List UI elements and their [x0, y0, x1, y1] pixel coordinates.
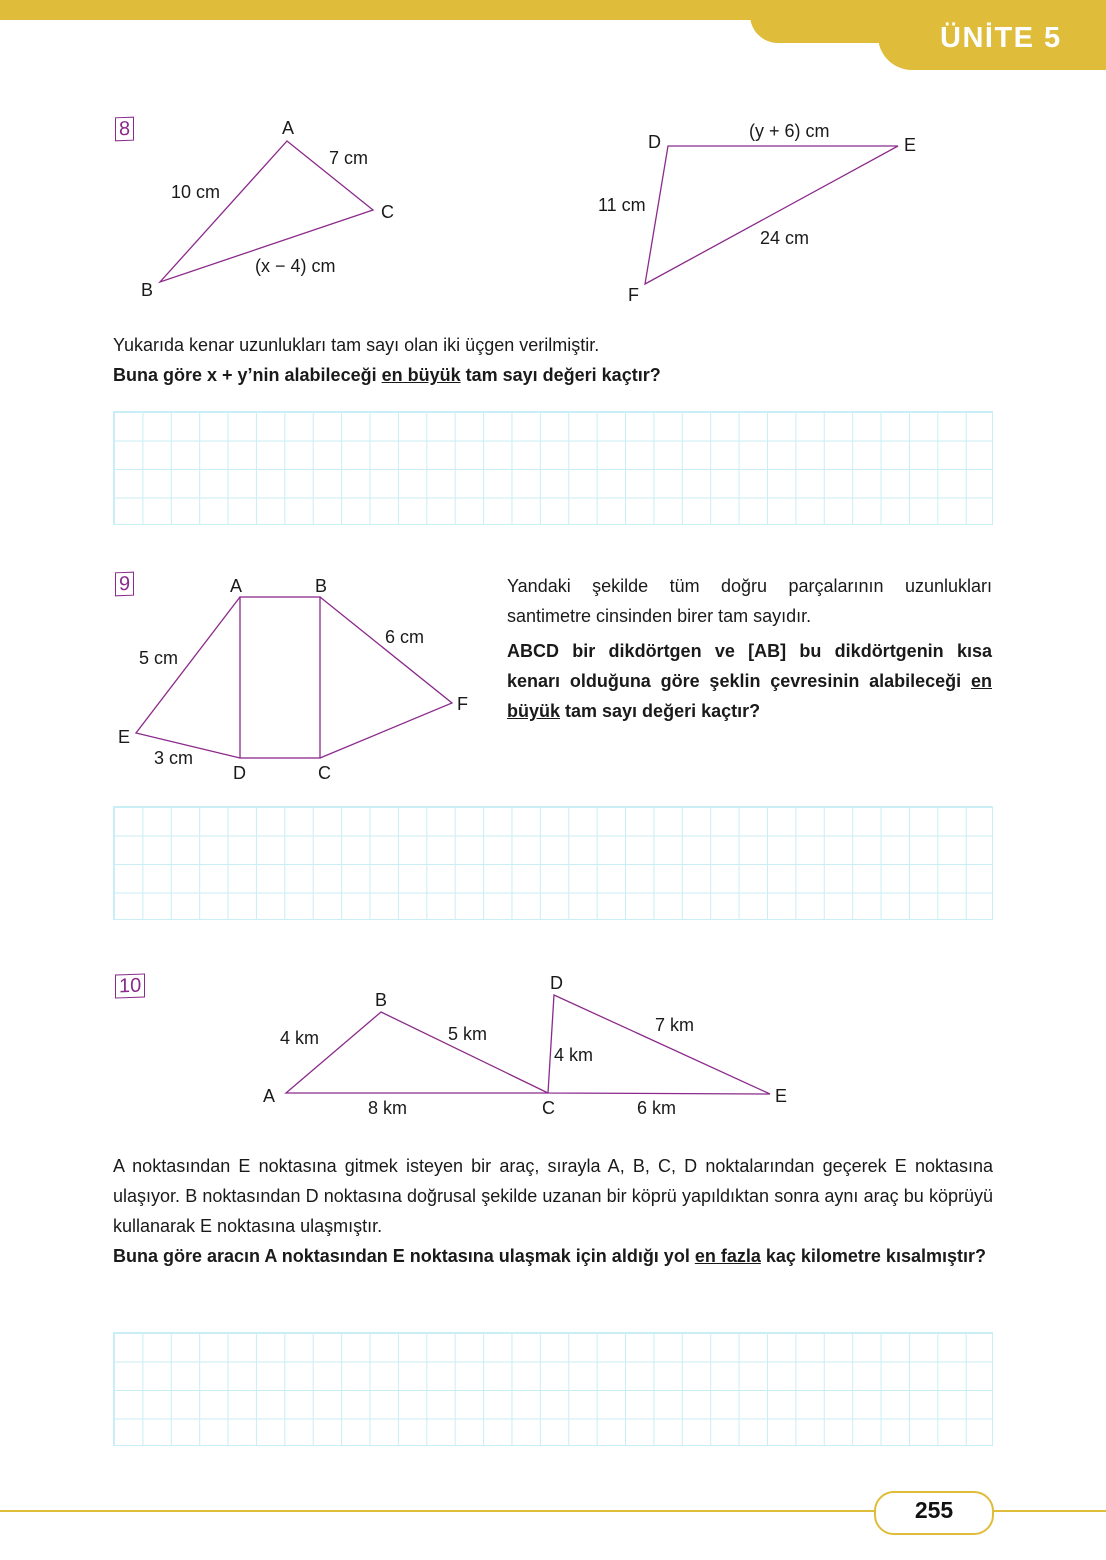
side-cd-label: 4 km	[554, 1045, 594, 1065]
vertex-b: B	[375, 990, 388, 1010]
side-de-label: (y + 6) cm	[749, 121, 830, 141]
side-df-label: 11 cm	[598, 195, 646, 215]
q10-question-emphasis: en fazla	[694, 1246, 761, 1266]
q10-question-pre: Buna göre aracın A noktasından E noktasına ulaşmak için aldığı yol	[113, 1246, 695, 1266]
side-ab-label: 4 km	[280, 1028, 320, 1048]
q10-question	[113, 1241, 993, 1271]
q10-text: A noktasından E noktasına gitmek isteyen bir araç, sırayla A, B, C, D noktalarından geçerek E noktasına ulaşıyor. B noktasından D noktasına doğrusal şekilde uzanan bir köprü yapıldıktan sonra aynı araç bu köprüyü kullanarak E noktasına ulaşmıştır.	[113, 1156, 993, 1236]
side-ce-label: 6 km	[637, 1098, 677, 1118]
q10-figure	[0, 960, 1106, 1130]
q9-question-main: ABCD bir dikdörtgen ve [AB] bu dikdörtgenin kısa kenarı olduğuna göre şeklin çevresinin alabileceği	[507, 641, 992, 691]
vertex-c: C	[542, 1098, 555, 1118]
vertex-b: B	[315, 576, 328, 596]
q8-answer-grid[interactable]	[113, 411, 993, 525]
q8-question	[113, 360, 993, 390]
vertex-a: A	[230, 576, 243, 596]
vertex-d: D	[550, 973, 563, 993]
side-ac-label: 7 cm	[329, 148, 369, 168]
vertex-d: D	[648, 132, 661, 152]
side-ed-label: 3 cm	[154, 748, 194, 768]
q10-answer-grid[interactable]	[113, 1332, 993, 1446]
vertex-c: C	[318, 763, 331, 783]
side-de-label: 7 km	[655, 1015, 695, 1035]
q8-text: Yukarıda kenar uzunlukları tam sayı olan iki üçgen verilmiştir.	[113, 335, 600, 355]
vertex-f: F	[628, 285, 639, 305]
q8-question-emphasis: en büyük	[381, 365, 461, 385]
question-number-10: 10	[115, 973, 145, 998]
triangle-def	[645, 146, 898, 284]
vertex-e: E	[904, 135, 917, 155]
vertex-c: C	[381, 202, 394, 222]
q9-question-post: tam sayı değeri kaçtır?	[560, 701, 761, 721]
vertex-f: F	[457, 694, 468, 714]
vertex-b: B	[141, 280, 154, 300]
question-number-9: 9	[115, 572, 134, 597]
vertex-a: A	[282, 118, 295, 138]
vertex-e: E	[118, 727, 131, 747]
side-ab-label: 10 cm	[171, 182, 221, 202]
unit-label: ÜNİTE 5	[940, 22, 1062, 54]
q9-text: Yandaki şekilde tüm doğru parçalarının uzunlukları santimetre cinsinden birer tam sayıdır.	[507, 576, 992, 626]
q9-question-emphasis: en büyük	[507, 671, 992, 721]
q9-question	[507, 636, 992, 726]
q8-question-post: tam sayı değeri kaçtır?	[460, 365, 661, 385]
triangle-bfc	[320, 597, 452, 758]
q8-question-pre: Buna göre x + y’nin alabileceği	[113, 365, 382, 385]
rectangle-abcd	[240, 597, 320, 758]
vertex-e: E	[775, 1086, 788, 1106]
triangle-aed	[136, 597, 240, 758]
question-number-8: 8	[115, 117, 134, 142]
side-ef-label: 24 cm	[760, 228, 810, 248]
side-bf-label: 6 cm	[385, 627, 425, 647]
q10-question-post: kaç kilometre kısalmıştır?	[760, 1246, 986, 1266]
q8-figures	[0, 0, 1106, 320]
vertex-d: D	[233, 763, 246, 783]
side-bc-label: (x − 4) cm	[255, 256, 336, 276]
q9-answer-grid[interactable]	[113, 806, 993, 920]
side-ac-label: 8 km	[368, 1098, 408, 1118]
q9-figure	[0, 560, 500, 790]
page-number: 255	[914, 1497, 954, 1523]
side-bc-label: 5 km	[448, 1024, 488, 1044]
vertex-a: A	[263, 1086, 276, 1106]
side-ae-label: 5 cm	[139, 648, 179, 668]
triangle-abc	[286, 1012, 548, 1093]
